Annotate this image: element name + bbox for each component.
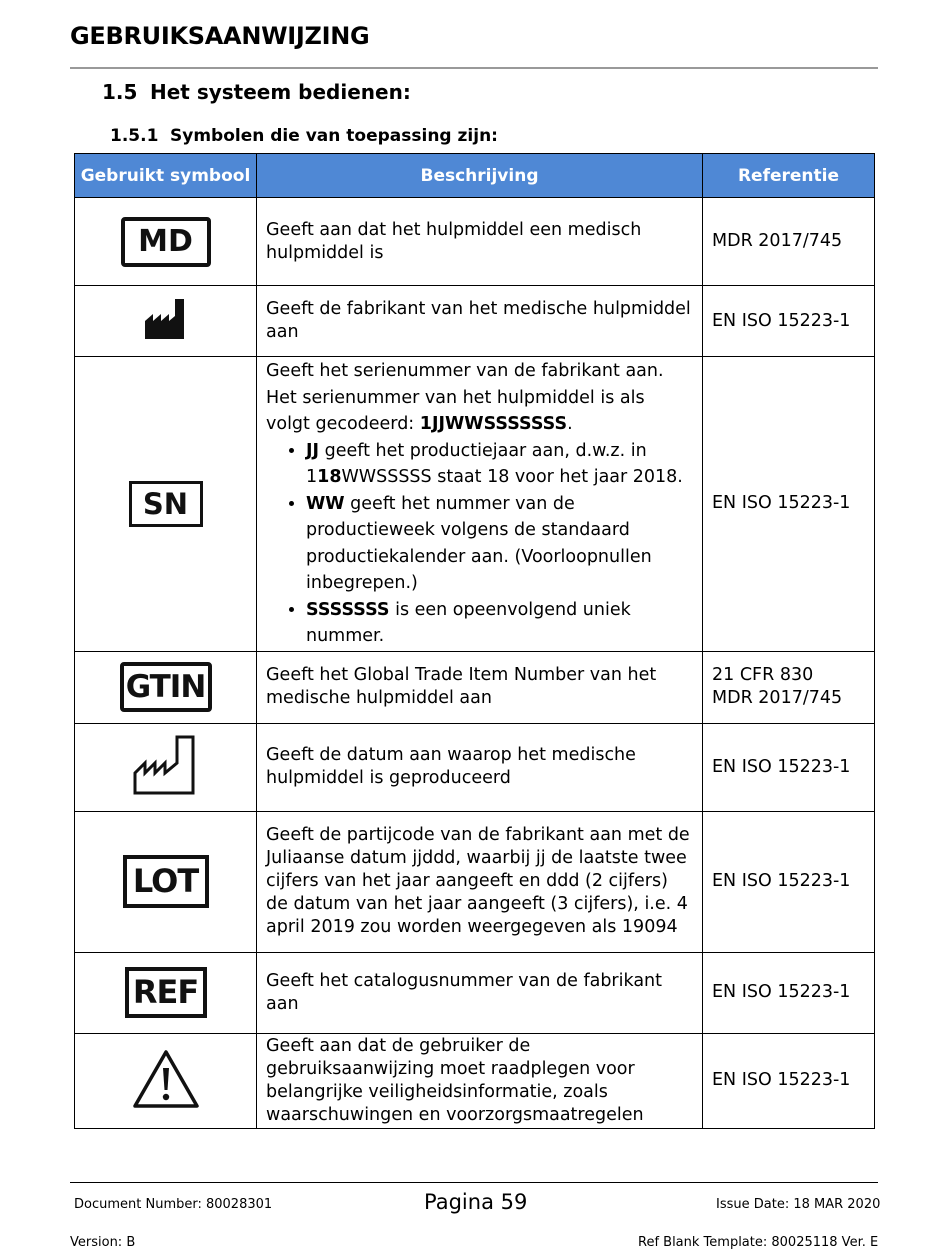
- subsection-number: 1.5.1: [110, 126, 159, 146]
- description-cell: Geeft de partijcode van de fabrikant aan met de Juliaanse datum jjddd, waarbij jj de laatste twee cijfers van het jaar aangeeft en ddd (2 cijfers) de datum van het jaar aangeeft (3 cijfers), i.e. 4 april 2019 zou worden weergegeven als 19094: [257, 811, 703, 952]
- bullet-code: SSSSSSS: [306, 599, 390, 620]
- subsection-heading: [110, 126, 498, 146]
- md-icon: MD: [121, 217, 211, 267]
- symbol-cell: [75, 952, 257, 1033]
- serial-number-intro: [266, 358, 692, 438]
- symbol-cell: [75, 811, 257, 952]
- table-row: [75, 198, 875, 286]
- description-cell: Geeft de fabrikant van het medische hulpmiddel aan: [257, 286, 703, 357]
- list-item: [306, 438, 692, 491]
- reference-cell: EN ISO 15223-1: [703, 1033, 875, 1128]
- footer-template-reference: Ref Blank Template: 80025118 Ver. E: [638, 1235, 879, 1250]
- description-cell: Geeft de datum aan waarop het medische hulpmiddel is geproduceerd: [257, 723, 703, 811]
- serial-number-bullets: [266, 438, 692, 650]
- bullet-text: geeft het nummer van de productieweek volgens de standaard productiekalender aan. (Voorloopnullen inbegrepen.): [306, 493, 652, 593]
- list-item: [306, 597, 692, 650]
- lot-icon: LOT: [123, 855, 209, 908]
- manufacturer-icon: [141, 295, 191, 343]
- bullet-code: WW: [306, 493, 345, 514]
- section-title: Het systeem bedienen:: [150, 80, 411, 104]
- bullet-text: is een opeenvolgend uniek nummer.: [306, 599, 631, 646]
- footer-issue-date: Issue Date: 18 MAR 2020: [716, 1197, 881, 1212]
- ref-icon: REF: [125, 967, 207, 1018]
- table-row: [75, 723, 875, 811]
- reference-cell: EN ISO 15223-1: [703, 357, 875, 652]
- description-cell: Geeft het catalogusnummer van de fabrikant aan: [257, 952, 703, 1033]
- footer-page-number: Pagina 59: [424, 1190, 528, 1214]
- list-item: [306, 491, 692, 597]
- table-row: [75, 1033, 875, 1128]
- serial-intro-text: Geeft het serienummer van de fabrikant aan. Het serienummer van het hulpmiddel is als volgt gecodeerd:: [266, 361, 664, 434]
- footer-version: Version: B: [70, 1235, 136, 1250]
- table-row: [75, 651, 875, 723]
- date-of-manufacture-icon: [131, 733, 201, 797]
- footer-document-number: Document Number: 80028301: [74, 1197, 273, 1212]
- symbol-cell: [75, 286, 257, 357]
- reference-line: MDR 2017/745: [712, 688, 843, 708]
- symbols-table: [74, 153, 875, 1129]
- symbol-cell: [75, 198, 257, 286]
- bullet-code-year: 18: [317, 467, 342, 487]
- column-header-reference: Referentie: [703, 154, 875, 198]
- column-header-description: Beschrijving: [257, 154, 703, 198]
- column-header-symbol: Gebruikt symbool: [75, 154, 257, 198]
- reference-cell: EN ISO 15223-1: [703, 811, 875, 952]
- serial-code: 1JJWWSSSSSSS: [419, 414, 568, 434]
- warning-triangle-icon: [131, 1048, 201, 1110]
- reference-cell: EN ISO 15223-1: [703, 286, 875, 357]
- bullet-text-cont: WWSSSSS staat 18 voor het jaar 2018.: [341, 467, 683, 487]
- description-cell: Geeft aan dat het hulpmiddel een medisch hulpmiddel is: [257, 198, 703, 286]
- bullet-text: geeft het productiejaar aan, d.w.z. in 1: [306, 440, 647, 487]
- subsection-title: Symbolen die van toepassing zijn:: [170, 126, 498, 146]
- reference-cell: EN ISO 15223-1: [703, 723, 875, 811]
- reference-cell: EN ISO 15223-1: [703, 952, 875, 1033]
- reference-line: 21 CFR 830: [712, 665, 814, 685]
- symbol-cell: [75, 357, 257, 652]
- table-header-row: [75, 154, 875, 198]
- sn-icon: SN: [129, 481, 203, 527]
- table-row: [75, 357, 875, 652]
- serial-intro-end: .: [567, 414, 573, 434]
- description-cell: Geeft aan dat de gebruiker de gebruiksaanwijzing moet raadplegen voor belangrijke veiligheidsinformatie, zoals waarschuwingen en voorzorgsmaatregelen: [257, 1033, 703, 1128]
- gtin-icon: GTIN: [120, 662, 212, 712]
- bullet-code: JJ: [306, 440, 320, 461]
- document-header-title: GEBRUIKSAANWIJZING: [70, 22, 370, 50]
- reference-cell: MDR 2017/745: [703, 198, 875, 286]
- description-cell: Geeft het Global Trade Item Number van het medische hulpmiddel aan: [257, 651, 703, 723]
- table-row: [75, 286, 875, 357]
- section-number: 1.5: [102, 80, 138, 104]
- table-row: [75, 952, 875, 1033]
- table-row: [75, 811, 875, 952]
- symbol-cell: [75, 723, 257, 811]
- footer-divider: [70, 1182, 878, 1183]
- symbol-cell: [75, 651, 257, 723]
- symbol-cell: [75, 1033, 257, 1128]
- section-heading: [102, 80, 411, 104]
- reference-cell: [703, 651, 875, 723]
- header-divider: [70, 67, 878, 69]
- description-cell: [257, 357, 703, 652]
